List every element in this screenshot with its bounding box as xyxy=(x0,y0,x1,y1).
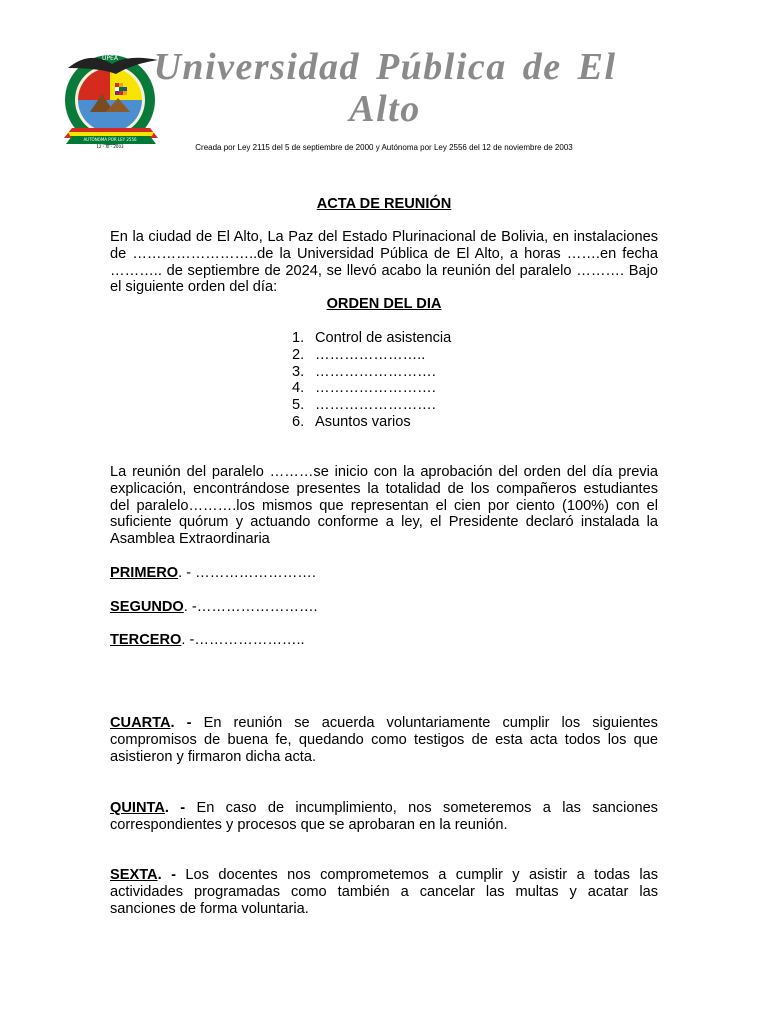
seal-top-text: UPEA xyxy=(102,55,118,62)
university-subtitle: Creada por Ley 2115 del 5 de septiembre de 2000 y Autónoma por Ley 2556 del 12 de noviembre de 2003 xyxy=(195,143,573,152)
seal-date-text: 12 - XI - 2003 xyxy=(96,144,124,149)
agenda-item: 5. ……………………. xyxy=(292,397,436,414)
agenda-item: 6. Asuntos varios xyxy=(292,413,411,430)
document-title: ACTA DE REUNIÓN xyxy=(316,196,452,212)
agenda-list xyxy=(292,330,451,431)
agenda-item: 2. ………………….. xyxy=(292,346,426,363)
clause-sexta: SEXTA. - Los docentes nos comprometemos a cumplir y asistir a todas las actividades programadas como también a cancelar las multas y acatar las sanciones de forma voluntaria. xyxy=(110,867,658,917)
clause-quinta: QUINTA. - En caso de incumplimiento, nos someteremos a las sanciones correspondientes y procesos que se aprobaran en la reunión. xyxy=(110,800,658,833)
intro-paragraph: En la ciudad de El Alto, La Paz del Estado Plurinacional de Bolivia, en instalaciones de ……………………..de la Universidad Pública de El Alto, a horas …….en fecha ……….. de septiembre de 2024, se llevó acabo la reunión del paralelo ………. Bajo el siguiente orden del día: xyxy=(110,229,658,296)
letterhead xyxy=(0,0,768,170)
university-name: Universidad Pública de El Alto xyxy=(153,46,617,130)
clause-tercero: TERCERO. -………………….. xyxy=(110,632,305,648)
opening-paragraph: La reunión del paralelo ………se inicio con la aprobación del orden del día previa explicación, encontrándose presentes la totalidad de los compañeros estudiantes del paralelo……….los mismos que representan el cien por ciento (100%) con el suficiente quórum y actuando conforme a ley, el Presidente declaró instalada la Asamblea Extraordinaria xyxy=(110,464,658,548)
clause-primero: PRIMERO. - ……………………. xyxy=(110,565,316,581)
clause-cuarta: CUARTA. - En reunión se acuerda voluntariamente cumplir los siguientes compromisos de buena fe, quedando como testigos de esta acta todos los que asistieron y firmaron dicha acta. xyxy=(110,715,658,765)
agenda-title: ORDEN DEL DIA xyxy=(326,296,442,312)
seal-bottom-text: AUTÓNOMA POR LEY 2556 xyxy=(83,137,137,142)
agenda-item: 4. ……………………. xyxy=(292,380,436,397)
agenda-item: 1. Control de asistencia xyxy=(292,330,452,346)
clause-segundo: SEGUNDO. -……………………. xyxy=(110,599,318,615)
agenda-item: 3. ……………………. xyxy=(292,363,436,380)
